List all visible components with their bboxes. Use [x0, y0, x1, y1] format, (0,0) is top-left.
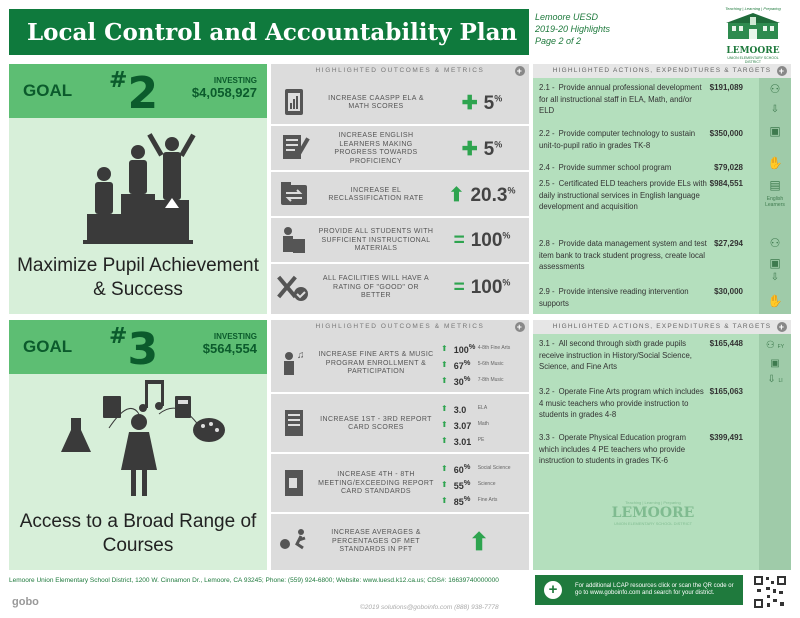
- up-arrow-icon: ⬆: [468, 528, 490, 556]
- music-student-icon: [271, 344, 317, 384]
- goal-caption: Maximize Pupil Achievement & Success: [17, 255, 259, 300]
- copyright: ©2019 solutions@goboinfo.com (888) 938-7778: [360, 604, 499, 611]
- action-item: 3.2 - Operate Fine Arts program which includes 4 music teachers who provide instruction to students in grades 4-8 $165,063: [539, 387, 743, 419]
- action-item: 2.1 - Provide annual professional development for all instructional staff in ELA, Math, and/or ELD $191,089: [539, 83, 743, 115]
- action-item: 2.5 - Certificated ELD teachers provide ELs with daily instructional services in English language development and acquisition $984,551: [539, 179, 743, 211]
- tools-check-icon: [271, 268, 317, 308]
- gobo-logo: gobo: [12, 596, 39, 608]
- action-amount: $165,063: [709, 387, 743, 396]
- page-title: Local Control and Accountability Plan: [9, 9, 529, 55]
- clipboard-chart-icon: [271, 83, 317, 123]
- actions-sidebar: [759, 334, 791, 570]
- logo-subtitle: UNION ELEMENTARY SCHOOL DISTRICT: [727, 56, 779, 64]
- goal-2-section: [9, 64, 791, 314]
- district-name: Lemoore UESD: [535, 12, 599, 22]
- folder-arrows-icon: [271, 175, 317, 215]
- actions-header: HIGHLIGHTED ACTIONS, EXPENDITURES & TARGETS +: [533, 64, 791, 78]
- action-amount: $30,000: [714, 287, 743, 296]
- metric-value: ⬆ 20.3%: [448, 184, 516, 206]
- computer-icon: ▣: [769, 256, 781, 270]
- action-amount: $191,089: [709, 83, 743, 92]
- goal-label: GOAL: [23, 81, 73, 100]
- action-item: 3.3 - Operate Physical Education program which includes 4 PE teachers who provide instruction to students in grades TK-6 $399,491: [539, 433, 743, 465]
- handshake-icon: ✋: [767, 294, 783, 308]
- english-learners-label: English Learners: [765, 196, 785, 208]
- goal-3-panel: [9, 320, 267, 570]
- goal-2-metrics: [271, 64, 529, 314]
- goal-3-band: [9, 320, 267, 374]
- submetrics: ⬆ 100% 4-8th Fine Arts ⬆ 67% 5-6th Music ⬆ 30% 7-8th Music: [441, 341, 511, 387]
- goal-number: #3: [109, 324, 159, 375]
- metric-text: INCREASE ENGLISH LEARNERS MAKING PROGRESS TOWARDS PROFICIENCY: [334, 132, 418, 165]
- qr-code-icon[interactable]: [753, 575, 787, 609]
- header-meta: [535, 11, 610, 47]
- district-logo: [722, 6, 784, 64]
- goal-label: GOAL: [23, 337, 73, 356]
- investing-amount: $564,554: [202, 341, 257, 356]
- metric-value: = 100%: [453, 230, 511, 251]
- metric-text: INCREASE EL RECLASSIFICATION RATE: [328, 186, 424, 202]
- expand-icon[interactable]: +: [778, 322, 786, 332]
- metrics-header: HIGHLIGHTED OUTCOMES & METRICS +: [315, 66, 524, 76]
- page-number: Page 2 of 2: [535, 36, 582, 46]
- plus-icon: +: [544, 581, 562, 599]
- student-subjects-icon: [9, 378, 267, 503]
- metric-value: = 100%: [453, 277, 511, 298]
- investing-block: [192, 76, 257, 100]
- logo-tagline: Teaching | Learning | Preparing: [725, 6, 781, 11]
- action-amount: $984,551: [709, 179, 743, 188]
- metric-value: ✚ 5%: [461, 138, 503, 160]
- metric-row: [271, 128, 529, 172]
- action-item: 3.1 - All second through sixth grade pupils receive instruction in History/Social Science, Science, and Fine Arts $165,448: [539, 339, 743, 371]
- metric-row: [271, 396, 529, 454]
- investing-label: INVESTING: [213, 332, 257, 341]
- computer-icon: ▣: [769, 124, 781, 138]
- metric-text: INCREASE 4TH - 8TH MEETING/EXCEEDING REPORT CARD STANDARDS: [318, 471, 434, 496]
- expand-icon[interactable]: +: [516, 322, 524, 332]
- action-amount: $79,028: [714, 163, 743, 172]
- actions-sidebar: [759, 78, 791, 314]
- investing-label: INVESTING: [213, 76, 257, 85]
- goal-3-metrics: [271, 320, 529, 570]
- action-amount: $27,294: [714, 239, 743, 248]
- metric-row: [271, 266, 529, 310]
- goal-2-band: [9, 64, 267, 118]
- goal-3-actions: [533, 320, 791, 570]
- metric-text: PROVIDE ALL STUDENTS WITH SUFFICIENT INSTRUCTIONAL MATERIALS: [318, 228, 434, 253]
- metric-text: INCREASE FINE ARTS & MUSIC PROGRAM ENROLLMENT & PARTICIPATION: [318, 351, 434, 376]
- metric-text: INCREASE 1ST - 3RD REPORT CARD SCORES: [320, 415, 432, 431]
- logo-name: LEMOORE: [726, 46, 780, 56]
- footer-resources-text: For additional LCAP resources click or scan the QR code or go to www.goboinfo.com and search for your district.: [575, 583, 734, 596]
- handshake-icon: ✋: [767, 156, 783, 170]
- goal-number: #2: [109, 68, 159, 119]
- student-book-icon: [271, 221, 317, 261]
- report-card-icon: [271, 404, 317, 444]
- down-arrow-icon: ⇩: [770, 272, 780, 283]
- expand-icon[interactable]: +: [516, 66, 524, 76]
- computer-icon: ▣: [770, 358, 780, 369]
- metric-text: ALL FACILITIES WILL HAVE A RATING OF "GOOD" OR BETTER: [322, 275, 430, 300]
- fitness-icon: [271, 522, 317, 562]
- down-arrow-icon: ⇩ LI: [767, 374, 783, 385]
- down-arrow-icon: ⇩: [770, 104, 780, 115]
- investing-amount: $4,058,927: [191, 85, 257, 100]
- school-building-icon: [724, 11, 782, 41]
- metric-text: INCREASE CAASPP ELA & MATH SCORES: [328, 94, 424, 110]
- goal-3-section: [9, 320, 791, 570]
- metric-row: [271, 456, 529, 514]
- goal-caption: Access to a Broad Range of Courses: [19, 511, 257, 556]
- goal-2-actions: [533, 64, 791, 314]
- goal-2-panel: [9, 64, 267, 314]
- people-icon: ⚇: [769, 82, 781, 96]
- metric-row: [271, 174, 529, 218]
- people-icon: ⚇ FY: [765, 340, 785, 351]
- submetrics: ⬆ 60% Social Science ⬆ 55% Science ⬆ 85% Fine Arts: [441, 461, 511, 507]
- action-amount: $165,448: [709, 339, 743, 348]
- podium-people-icon: [9, 122, 267, 247]
- expand-icon[interactable]: +: [778, 66, 786, 76]
- svg-text:♫: ♫: [297, 350, 305, 361]
- metrics-header: HIGHLIGHTED OUTCOMES & METRICS +: [315, 322, 524, 332]
- action-item: 2.8 - Provide data management system and test item bank to track student progress, create local assessments $27,294: [539, 239, 743, 271]
- metric-text: INCREASE AVERAGES & PERCENTAGES OF MET STANDARDS IN PFT: [331, 529, 421, 554]
- action-item: 2.9 - Provide intensive reading intervention supports $30,000: [539, 287, 743, 308]
- year-label: 2019-20 Highlights: [535, 24, 611, 34]
- investing-block: [203, 332, 257, 356]
- watermark-logo: Teaching | Learning | Preparing LEMOORE UNION ELEMENTARY SCHOOL DISTRICT: [611, 500, 695, 526]
- metric-row: [271, 220, 529, 264]
- action-amount: $399,491: [709, 433, 743, 442]
- metric-row: [271, 336, 529, 394]
- metric-row: [271, 516, 529, 568]
- metric-value: ✚ 5%: [461, 92, 503, 114]
- people-icon: ⚇: [769, 236, 781, 250]
- action-amount: $350,000: [709, 129, 743, 138]
- document-pencil-icon: [271, 129, 317, 169]
- language-icon: ▤: [769, 178, 781, 192]
- footer-address: Lemoore Union Elementary School District, 1200 W. Cinnamon Dr., Lemoore, CA 93245; Phone: (559) 924-6800; Website: www.luesd.k12.ca.us; CDS#: 16639740000000: [9, 577, 499, 584]
- footer-resources[interactable]: [535, 575, 743, 605]
- report-thumbs-icon: [271, 464, 317, 504]
- metric-row: [271, 82, 529, 126]
- submetrics: ⬆ 3.0 ELA ⬆ 3.07 Math ⬆ 3.01 PE: [441, 403, 489, 447]
- action-item: 2.4 - Provide summer school program $79,028: [539, 163, 743, 172]
- actions-header: HIGHLIGHTED ACTIONS, EXPENDITURES & TARGETS +: [533, 320, 791, 334]
- action-item: 2.2 - Provide computer technology to sustain unit-to-pupil ratio in grades TK-8 $350,000: [539, 129, 743, 150]
